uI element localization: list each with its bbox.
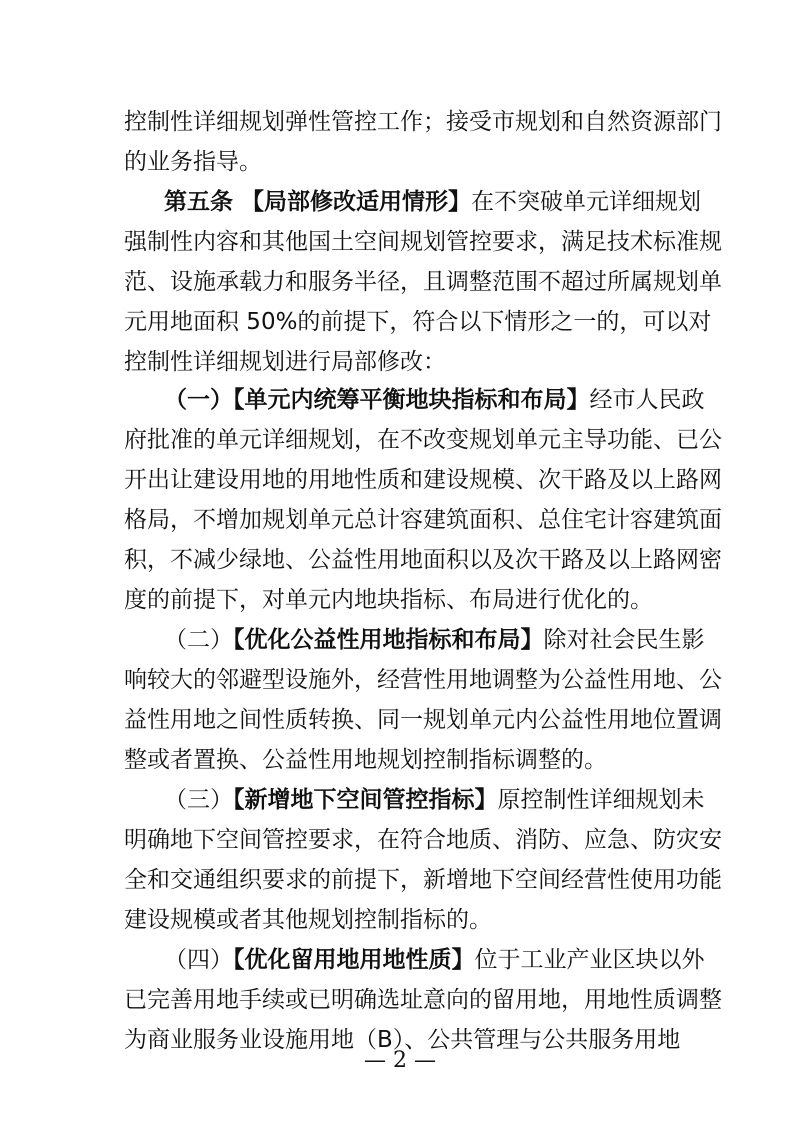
text-line — [0, 182, 800, 222]
text-run: 范、设施承载力和服务半径，且调整范围不超过所属规划单 — [124, 269, 722, 295]
text-run: 整或者置换、公益性用地规划控制指标调整的。 — [124, 747, 607, 773]
text-run: 控制性详细规划进行局部修改： — [124, 349, 446, 375]
text-run: 控制性详细规划弹性管控工作；接受市规划和自然资源部门 — [124, 109, 722, 135]
text-line — [0, 342, 800, 382]
text-run: 在不突破单元详细规划 — [471, 189, 702, 215]
bold-text: 【新增地下空间管控指标】 — [233, 787, 498, 813]
text-run: 原控制性详细规划未 — [497, 787, 705, 813]
text-line — [0, 540, 800, 580]
text-line — [0, 820, 800, 860]
text-run: （四） — [164, 947, 233, 973]
page-number: — 2 — — [364, 1048, 436, 1073]
text-line — [0, 222, 800, 262]
text-line — [0, 460, 800, 500]
text-run: （三） — [164, 787, 233, 813]
text-run: 府批准的单元详细规划，在不改变规划单元主导功能、已公 — [124, 427, 722, 453]
text-run: 明确地下空间管控要求，在符合地质、消防、应急、防灾安 — [124, 827, 722, 853]
text-run: 的业务指导。 — [124, 149, 262, 175]
bold-text: 【单元内统筹平衡地块指标和布局】 — [233, 387, 590, 413]
bold-text: 【局部修改适用情形】 — [241, 189, 472, 215]
text-line — [0, 660, 800, 700]
text-run: 度的前提下，对单元内地块指标、布局进行优化的。 — [124, 587, 653, 613]
bold-text: 第五条 — [164, 189, 242, 215]
text-line — [0, 900, 800, 940]
text-line — [0, 740, 800, 780]
text-run: 已完善用地手续或已明确选址意向的留用地，用地性质调整 — [124, 987, 722, 1013]
text-run: 积，不减少绿地、公益性用地面积以及次干路及以上路网密 — [124, 547, 722, 573]
text-line — [0, 102, 800, 142]
text-line — [0, 700, 800, 740]
text-line — [0, 262, 800, 302]
text-line — [0, 620, 800, 660]
text-run: 开出让建设用地的用地性质和建设规模、次干路及以上路网 — [124, 467, 722, 493]
text-run: 益性用地之间性质转换、同一规划单元内公益性用地位置调 — [124, 707, 722, 733]
text-run: 为商业服务业设施用地（B）、公共管理与公共服务用地 — [124, 1027, 681, 1053]
text-run: 全和交通组织要求的前提下，新增地下空间经营性使用功能 — [124, 867, 722, 893]
bold-text: 【优化公益性用地指标和布局】 — [233, 627, 544, 653]
text-run: 建设规模或者其他规划控制指标的。 — [124, 907, 492, 933]
text-run: 位于工业产业区块以外 — [474, 947, 705, 973]
text-line — [0, 860, 800, 900]
text-line — [0, 580, 800, 620]
text-line — [0, 940, 800, 980]
text-line — [0, 302, 800, 342]
text-run: 响较大的邻避型设施外，经营性用地调整为公益性用地、公 — [124, 667, 722, 693]
text-line — [0, 780, 800, 820]
text-run: 元用地面积 50%的前提下，符合以下情形之一的，可以对 — [124, 309, 712, 335]
bold-text: 【优化留用地用地性质】 — [233, 947, 475, 973]
bold-text: （一） — [164, 387, 233, 413]
text-line — [0, 142, 800, 182]
text-run: 经市人民政 — [589, 387, 705, 413]
text-line — [0, 500, 800, 540]
text-line — [0, 380, 800, 420]
text-line — [0, 980, 800, 1020]
text-run: 强制性内容和其他国土空间规划管控要求，满足技术标准规 — [124, 229, 722, 255]
text-run: （二） — [164, 627, 233, 653]
text-run: 除对社会民生影 — [543, 627, 705, 653]
text-run: 格局，不增加规划单元总计容建筑面积、总住宅计容建筑面 — [124, 507, 722, 533]
text-line — [0, 420, 800, 460]
